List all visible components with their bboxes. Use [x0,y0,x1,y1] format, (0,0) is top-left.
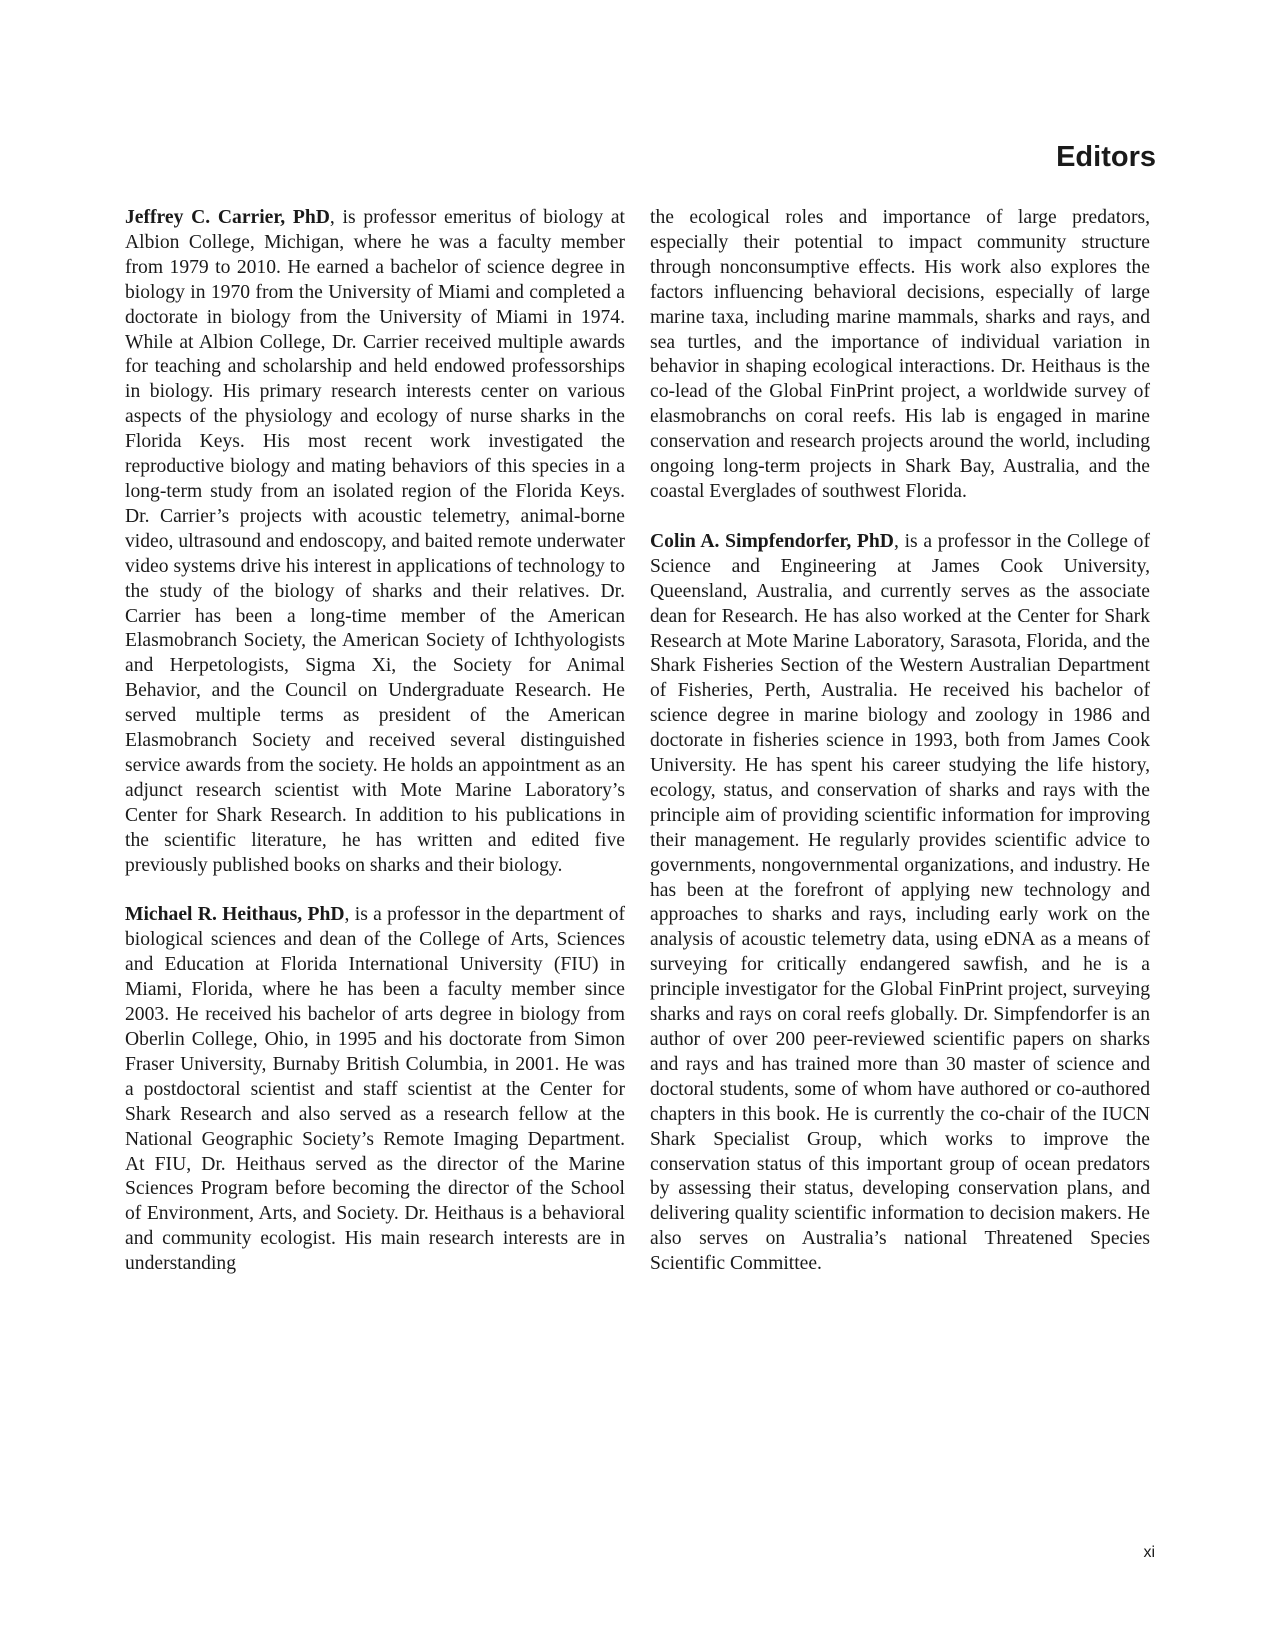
bio-carrier [125,206,625,878]
page-number: xi [1143,1544,1155,1561]
left-column [125,206,625,1302]
editor-name-carrier: Jeffrey C. Carrier, PhD [125,207,330,228]
editor-name-heithaus: Michael R. Heithaus, PhD [125,904,345,926]
editor-name-simpfendorfer: Colin A. Simpfendorfer, PhD [650,530,894,552]
bio-heithaus [125,903,625,1277]
right-column [650,206,1150,1302]
page-title: Editors [1056,141,1156,173]
bio-text-heithaus-part2: the ecological roles and importance of large predators, especially their potential to impact community structure through nonconsumptive effects. His work also explores the factors influencing behavioral decisions, especially of large marine taxa, including marine mammals, sharks and rays, and sea turtles, and the importance of individual variation in behavior in shaping ecological interactions. Dr. Heithaus is the co-lead of the Global FinPrint project, a worldwide survey of elasmobranchs on coral reefs. His lab is engaged in marine conservation and research projects around the world, including ongoing long-term projects in Shark Bay, Australia, and the coastal Everglades of southwest Florida. [650,207,1150,502]
bio-text-carrier: , is professor emeritus of biology at Albion College, Michigan, where he was a faculty member from 1979 to 2010. He earned a bachelor of science degree in biology in 1970 from the University of Miami and completed a doctorate in biology from the University of Miami in 1974. While at Albion College, Dr. Carrier received multiple awards for teaching and scholarship and held endowed professorships in biology. His primary research interests center on various aspects of the physiology and ecology of nurse sharks in the Florida Keys. His most recent work investigated the reproductive biology and mating behaviors of this species in a long-term study from an isolated region of the Florida Keys. Dr. Carrier’s projects with acoustic telemetry, animal-borne video, ultrasound and endoscopy, and baited remote underwater video systems drive his interest in applications of technology to the study of the biology of sharks and their relatives. Dr. Carrier has been a long-time member of the American Elasmobranch Society, the American Society of Ichthyologists and Herpetologists, Sigma Xi, the Society for Animal Behavior, and the Council on Undergraduate Research. He served multiple terms as president of the American Elasmobranch Society and received several distinguished service awards from the society. He holds an appointment as an adjunct research scientist with Mote Marine Laboratory’s Center for Shark Research. In addition to his publications in the scientific literature, he has written and edited five previously published books on sharks and their biology. [125,207,625,876]
bio-text-simpfendorfer: , is a professor in the College of Science and Engineering at James Cook University, Queensland, Australia, and currently serves as the associate dean for Research. He has also worked at the Center for Shark Research at Mote Marine Laboratory, Sarasota, Florida, and the Shark Fisheries Section of the Western Australian Department of Fisheries, Perth, Australia. He received his bachelor of science degree in marine biology and zoology in 1986 and doctorate in fisheries science in 1993, both from James Cook University. He has spent his career studying the life history, ecology, status, and conservation of sharks and rays with the principle aim of providing scientific information for improving their management. He regularly provides scientific advice to governments, nongovernmental organizations, and industry. He has been at the forefront of applying new technology and approaches to sharks and rays, including early work on the analysis of acoustic telemetry data, using eDNA as a means of surveying for critically endangered sawfish, and he is a principle investigator for the Global FinPrint project, surveying sharks and rays on coral reefs globally. Dr. Simpfendorfer is an author of over 200 peer-reviewed scientific papers on sharks and rays and has trained more than 30 master of science and doctoral students, some of whom have authored or co-authored chapters in this book. He is currently the co-chair of the IUCN Shark Specialist Group, which works to improve the conservation status of this important group of ocean predators by assessing their status, developing conservation plans, and delivering quality scientific information to decision makers. He also serves on Australia’s national Threatened Species Scientific Committee. [650,530,1150,1275]
bio-heithaus-continued [650,206,1150,505]
bio-simpfendorfer [650,530,1150,1277]
bio-text-heithaus-part1: , is a professor in the department of biological sciences and dean of the College of Arts, Sciences and Education at Florida International University (FIU) in Miami, Florida, where he has been a faculty member since 2003. He received his bachelor of arts degree in biology from Oberlin College, Ohio, in 1995 and his doctorate from Simon Fraser University, Burnaby British Columbia, in 2001. He was a postdoctoral scientist and staff scientist at the Center for Shark Research and also served as a research fellow at the National Geographic Society’s Remote Imaging Department. At FIU, Dr. Heithaus served as the director of the Marine Sciences Program before becoming the director of the School of Environment, Arts, and Society. Dr. Heithaus is a behavioral and community ecologist. His main research interests are in understanding [125,904,626,1275]
